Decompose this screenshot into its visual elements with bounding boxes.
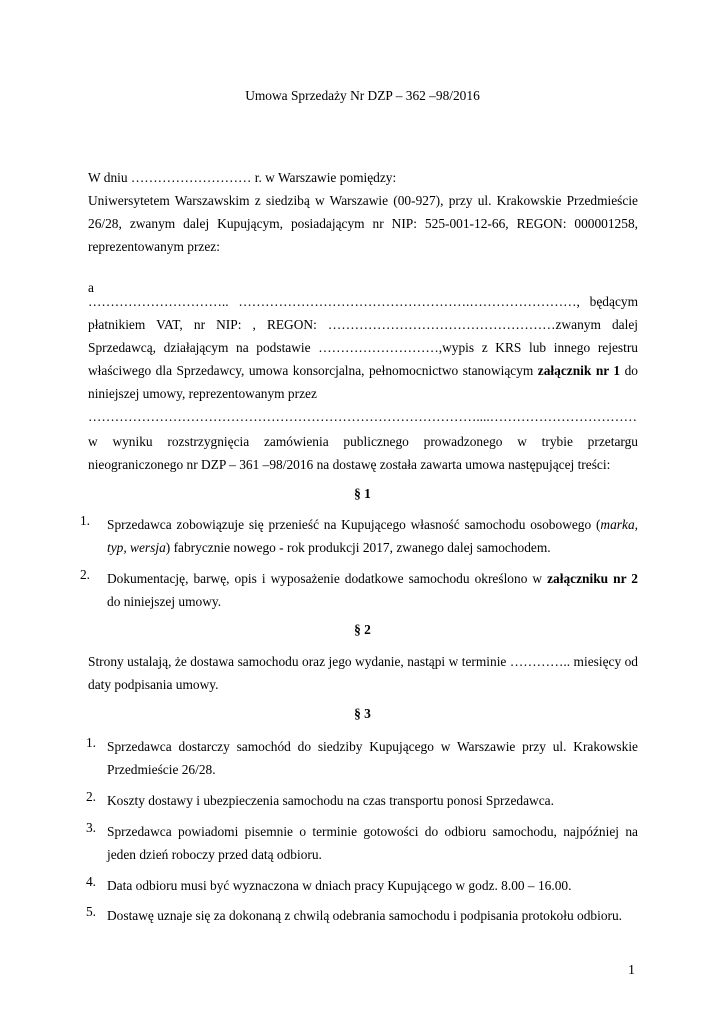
section-3-item-2-line-1: Koszty dostawy i ubezpieczenia samochodu na czas transportu ponosi Sprzedawca.	[107, 793, 554, 808]
section-1-item-1-line-2	[107, 536, 638, 559]
section-3-item-5-line-1: Dostawę uznaje się za dokonaną z chwilą odebrania samochodu i podpisania protokołu odbioru.	[107, 908, 623, 923]
item-text: Dokumentację, barwę, opis i wyposażenie dodatkowe samochodu określono w	[107, 571, 548, 586]
item-text: ) fabrycznie nowego - rok produkcji 2017, zwanego dalej samochodem.	[165, 540, 551, 555]
attachment-2-ref: załączniku nr 2	[547, 571, 638, 586]
section-1-item-2-line-2: do niniejszej umowy.	[107, 594, 222, 609]
item-italic: typ, wersja	[107, 540, 166, 555]
section-2-heading: § 2	[354, 622, 371, 637]
seller-line-5: niniejszej umowy, reprezentowanym przez	[88, 386, 317, 401]
seller-line-3: Sprzedawcą, działającym na podstawie ………………………,wypis z KRS lub innego rejestru	[88, 340, 638, 355]
section-3-item-1-number: 1.	[85, 735, 96, 750]
section-3-item-1-line-1: Sprzedawca dostarczy samochód do siedziby Kupującego w Warszawie przy ul. Krakowskie	[107, 739, 638, 754]
section-1-item-2-number: 2.	[79, 567, 90, 582]
result-line-1: w wyniku rozstrzygnięcia zamówienia publicznego prowadzonego w trybie przetargu	[88, 434, 638, 449]
seller-line-4-text: właściwego dla Sprzedawcy, umowa konsorcjalna, pełnomocnictwo stanowiącym	[88, 363, 538, 378]
conjunction-a: a	[88, 280, 94, 295]
section-1-item-2-line-1	[107, 567, 638, 590]
section-3-item-3-line-1: Sprzedawca powiadomi pisemnie o terminie gotowości do odbioru samochodu, najpóźniej na	[107, 824, 638, 839]
section-3-heading: § 3	[354, 706, 371, 721]
section-3-item-5-number: 5.	[85, 904, 96, 919]
section-1-item-1-line-1	[107, 513, 638, 536]
seller-line-1: ………………………….. …………………………………………….……………………, będącym	[88, 294, 638, 309]
page-number: 1	[628, 963, 635, 978]
section-1-item-1-number: 1.	[79, 513, 90, 528]
seller-line-4-end: do	[620, 363, 638, 378]
item-italic: marka,	[600, 517, 638, 532]
attachment-1-ref: załącznik nr 1	[537, 363, 621, 378]
section-2-line-1: Strony ustalają, że dostawa samochodu oraz jego wydanie, nastąpi w terminie ………….. miesięcy od	[88, 654, 638, 669]
section-3-item-4-number: 4.	[85, 874, 96, 889]
section-3-item-3-number: 3.	[85, 820, 96, 835]
section-3-item-3-line-2: jeden dzień roboczy przed datą odbioru.	[107, 847, 322, 862]
seller-line-2: płatnikiem VAT, nr NIP: , REGON: ……………………………………………zwanym dalej	[88, 317, 638, 332]
item-text: Sprzedawca zobowiązuje się przenieść na Kupującego własność samochodu osobowego (	[107, 517, 601, 532]
document-title: Umowa Sprzedaży Nr DZP – 362 –98/2016	[245, 88, 480, 103]
seller-line-4	[88, 359, 638, 382]
buyer-line-2: 26/28, zwanym dalej Kupującym, posiadającym nr NIP: 525-001-12-66, REGON: 000001258,	[88, 216, 638, 231]
section-3-item-2-number: 2.	[85, 789, 96, 804]
buyer-line-3: reprezentowanym przez:	[88, 239, 220, 254]
seller-line-6: ……………………………………………………………………………....……………………………	[88, 409, 638, 424]
date-place-line: W dniu ……………………… r. w Warszawie pomiędzy:	[88, 170, 397, 185]
section-2-line-2: daty podpisania umowy.	[88, 677, 219, 692]
section-3-item-4-line-1: Data odbioru musi być wyznaczona w dniach pracy Kupującego w godz. 8.00 – 16.00.	[107, 878, 572, 893]
section-3-item-1-line-2: Przedmieście 26/28.	[107, 762, 216, 777]
result-line-2: nieograniczonego nr DZP – 361 –98/2016 na dostawę została zawarta umowa następującej treści:	[88, 457, 611, 472]
section-1-heading: § 1	[354, 486, 371, 501]
buyer-line-1: Uniwersytetem Warszawskim z siedzibą w Warszawie (00-927), przy ul. Krakowskie Przedmieście	[88, 193, 638, 208]
